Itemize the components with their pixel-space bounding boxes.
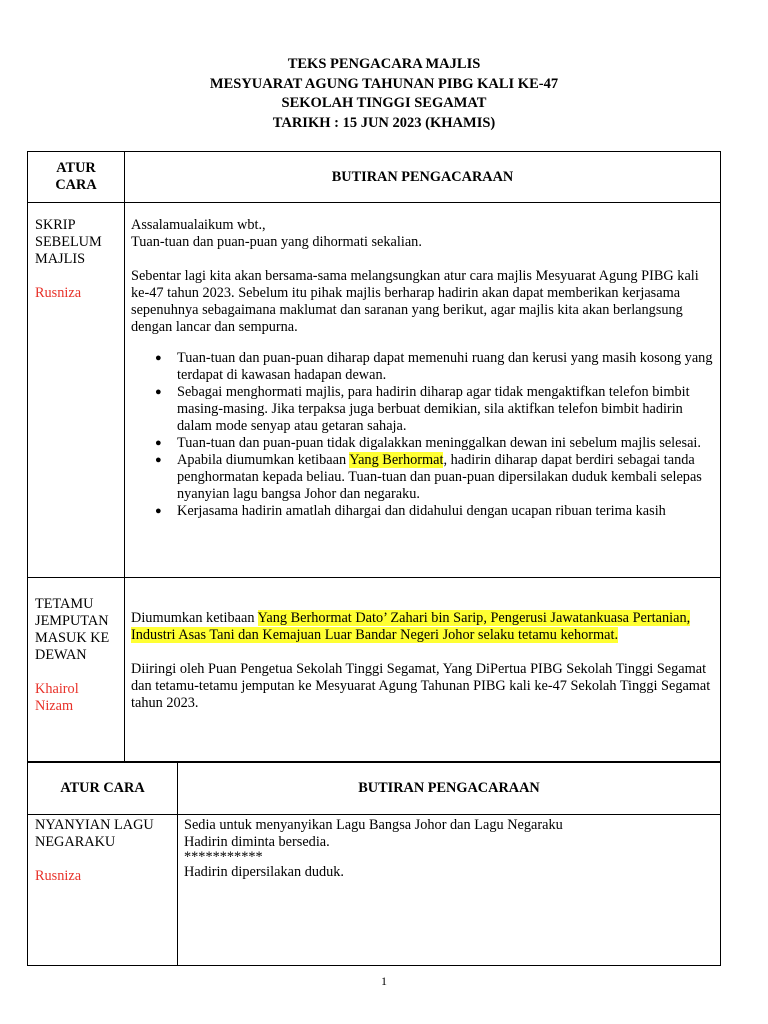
row-label-skrip: SKRIP SEBELUM MAJLIS Rusniza (28, 203, 125, 578)
list-item: ● Kerjasama hadirin amatlah dihargai dan didahului dengan ucapan ribuan terima kasih (155, 503, 666, 519)
greeting-line: Tuan-tuan dan puan-puan yang dihormati sekalian. (131, 234, 422, 250)
bullet-icon: ● (155, 437, 162, 449)
separator-stars: *********** (184, 849, 263, 865)
row-label-nyanyian: NYANYIAN LAGU NEGARAKU Rusniza (28, 815, 178, 966)
column-header-butiran: BUTIRAN PENGACARAAN (125, 152, 721, 203)
emcee-name: Rusniza (35, 285, 82, 301)
document-header (0, 55, 768, 133)
table-row (28, 578, 721, 762)
emcee-name: Nizam (35, 698, 74, 714)
intro-paragraph: Sebentar lagi kita akan bersama-sama melangsungkan atur cara majlis Mesyuarat Agung PIBG kali ke-47 tahun 2023. Sebelum itu pihak majlis berharap hadirin akan dapat memberikan kerjasama sepenuhnya sebagaimana maklumat dan saranan yang berikut, agar majlis kita akan berlangsung dengan lancar dan sempurna. (131, 268, 699, 335)
table-row (28, 815, 721, 966)
header-event: MESYUARAT AGUNG TAHUNAN PIBG KALI KE-47 (209, 75, 559, 92)
table-header-row (28, 763, 721, 815)
emcee-name: Rusniza (35, 868, 82, 884)
header-date: TARIKH : 15 JUN 2023 (KHAMIS) (272, 114, 496, 131)
table-header-row (28, 152, 721, 203)
content-line: Sedia untuk menyanyikan Lagu Bangsa Johor dan Lagu Negaraku (184, 817, 563, 833)
row-content-skrip (125, 203, 721, 578)
header-title: TEKS PENGACARA MAJLIS (287, 56, 481, 72)
program-table-1 (27, 151, 721, 762)
bullet-icon: ● (155, 386, 162, 398)
highlighted-text: Yang Berhormat (349, 452, 444, 468)
table-row (28, 203, 721, 578)
list-item: ● Sebagai menghormati majlis, para hadirin diharap agar tidak mengaktifkan telefon bimbit masing-masing. Jika terpaksa juga berbuat demikian, sila aktifkan telefon bimbit hadirin dalam mode senyap atau getaran sahaja. (155, 384, 690, 434)
program-table-2 (27, 762, 721, 966)
column-header-butiran: BUTIRAN PENGACARAAN (178, 763, 721, 815)
announcement-paragraph: Diumumkan ketibaan Yang Berhormat Dato’ Zahari bin Sarip, Pengerusi Jawatankuasa Pertanian, Industri Asas Tani dan Kemajuan Luar Bandar Negeri Johor selaku tetamu kehormat. (131, 610, 691, 643)
column-header-atur-cara: ATUR CARA (28, 763, 178, 815)
page-number: 1 (381, 974, 387, 988)
row-content-tetamu (125, 578, 721, 762)
row-label-tetamu: TETAMU JEMPUTAN MASUK KE DEWAN Khairol Nizam (28, 578, 125, 762)
list-item: ● Apabila diumumkan ketibaan Yang Berhormat, hadirin diharap dapat berdiri sebagai tanda penghormatan kepada beliau. Tuan-tuan dan puan-puan dipersilakan duduk kembali selepas nyanyian lagu bangsa Johor dan negaraku. (155, 452, 702, 502)
bullet-icon: ● (155, 505, 162, 517)
emcee-name: Khairol (35, 681, 79, 697)
bullet-icon: ● (155, 352, 162, 364)
highlighted-text: Yang Berhormat Dato’ Zahari bin Sarip, Pengerusi Jawatankuasa Pertanian, Industri Asas Tani dan Kemajuan Luar Bandar Negeri Johor selaku tetamu kehormat. (131, 610, 691, 643)
greeting-line: Assalamualaikum wbt., (131, 217, 266, 233)
accompany-paragraph: Diiringi oleh Puan Pengetua Sekolah Tinggi Segamat, Yang DiPertua PIBG Sekolah Tinggi Segamat dan tetamu-tetamu jemputan ke Mesyuarat Agung Tahunan PIBG kali ke-47 Sekolah Tinggi Segamat tahun 2023. (131, 661, 711, 711)
bullet-icon: ● (155, 454, 162, 466)
list-item: ● Tuan-tuan dan puan-puan diharap dapat memenuhi ruang dan kerusi yang masih kosong yang terdapat di kawasan hadapan dewan. (155, 350, 713, 383)
header-school: SEKOLAH TINGGI SEGAMAT (281, 95, 487, 111)
list-item: ● Tuan-tuan dan puan-puan tidak digalakkan meninggalkan dewan ini sebelum majlis selesai. (155, 435, 701, 451)
instruction-list (131, 350, 714, 520)
content-line: Hadirin diminta bersedia. (184, 834, 330, 850)
column-header-atur-cara: ATUR CARA (28, 152, 125, 203)
content-line: Hadirin dipersilakan duduk. (184, 864, 345, 880)
row-content-nyanyian (178, 815, 721, 966)
